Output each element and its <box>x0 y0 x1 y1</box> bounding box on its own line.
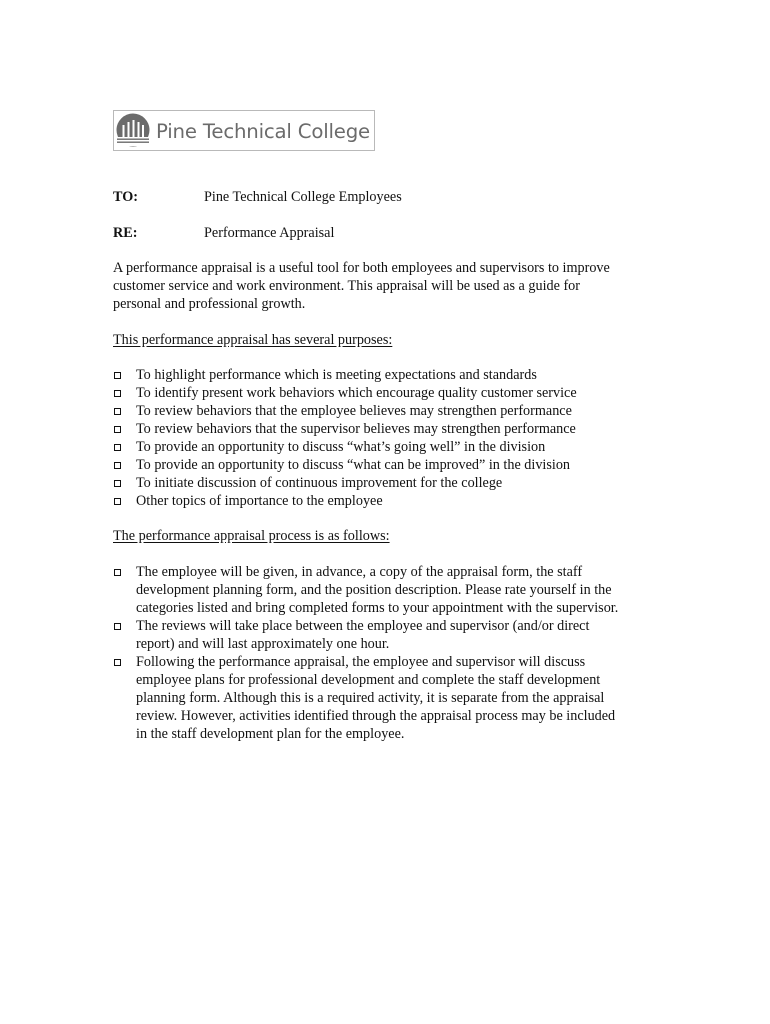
list-item-text: Other topics of importance to the employee <box>136 493 383 509</box>
list-item <box>113 456 673 474</box>
list-item-text: To initiate discussion of continuous improvement for the college <box>136 475 503 491</box>
intro-paragraph <box>113 259 673 313</box>
memo-re-row <box>113 224 334 242</box>
memo-to-value: Pine Technical College Employees <box>204 189 402 205</box>
list-item-text: planning form. Although this is a required activity, it is separate from the appraisal <box>136 690 605 706</box>
list-item <box>113 420 673 438</box>
intro-line: personal and professional growth. <box>113 296 306 312</box>
list-item-text: categories listed and bring completed forms to your appointment with the supervisor. <box>136 600 619 616</box>
purposes-list <box>113 366 673 510</box>
checkbox-bullet-icon <box>114 390 121 397</box>
checkbox-bullet-icon <box>114 462 121 469</box>
process-heading: The performance appraisal process is as follows: <box>113 528 390 544</box>
list-item-text: review. However, activities identified through the appraisal process may be included <box>136 708 616 724</box>
list-item <box>113 563 673 617</box>
list-item-text: report) and will last approximately one hour. <box>136 636 390 652</box>
list-item <box>113 438 673 456</box>
list-item-text: To highlight performance which is meeting expectations and standards <box>136 367 537 383</box>
list-item <box>113 402 673 420</box>
list-item-text: To identify present work behaviors which encourage quality customer service <box>136 385 577 401</box>
checkbox-bullet-icon <box>114 659 121 666</box>
memo-re-value: Performance Appraisal <box>204 225 335 241</box>
list-item-text: To review behaviors that the employee believes may strengthen performance <box>136 403 572 419</box>
list-item-text: The reviews will take place between the employee and supervisor (and/or direct <box>136 618 590 634</box>
checkbox-bullet-icon <box>114 408 121 415</box>
checkbox-bullet-icon <box>114 444 121 451</box>
memo-re-label: RE: <box>113 225 138 241</box>
list-item-text: To review behaviors that the supervisor believes may strengthen performance <box>136 421 576 437</box>
list-item-text: employee plans for professional development and complete the staff development <box>136 672 601 688</box>
list-item-text: development planning form, and the position description. Please rate yourself in the <box>136 582 612 598</box>
checkbox-bullet-icon <box>114 480 121 487</box>
list-item <box>113 653 673 743</box>
list-item <box>113 492 673 510</box>
memo-to-row <box>113 188 402 206</box>
checkbox-bullet-icon <box>114 426 121 433</box>
list-item <box>113 384 673 402</box>
checkbox-bullet-icon <box>114 372 121 379</box>
college-logo <box>113 110 375 151</box>
list-item-text: The employee will be given, in advance, a copy of the appraisal form, the staff <box>136 564 583 580</box>
memo-to-label: TO: <box>113 189 138 205</box>
checkbox-bullet-icon <box>114 569 121 576</box>
list-item <box>113 474 673 492</box>
list-item-text: To provide an opportunity to discuss “what’s going well” in the division <box>136 439 546 455</box>
list-item <box>113 617 673 653</box>
list-item-text: Following the performance appraisal, the employee and supervisor will discuss <box>136 654 586 670</box>
list-item-text: in the staff development plan for the employee. <box>136 726 405 742</box>
checkbox-bullet-icon <box>114 623 121 630</box>
process-list <box>113 563 673 743</box>
intro-line: customer service and work environment. This appraisal will be used as a guide for <box>113 278 581 294</box>
list-item-text: To provide an opportunity to discuss “what can be improved” in the division <box>136 457 571 473</box>
list-item <box>113 366 673 384</box>
pine-trees-emblem-icon <box>117 114 150 147</box>
intro-line: A performance appraisal is a useful tool for both employees and supervisors to improve <box>113 260 610 276</box>
college-logo-graphic <box>114 111 374 150</box>
checkbox-bullet-icon <box>114 498 121 505</box>
purposes-heading: This performance appraisal has several purposes: <box>113 332 393 348</box>
svg-text:Pine Technical College: Pine Technical College <box>156 120 370 143</box>
